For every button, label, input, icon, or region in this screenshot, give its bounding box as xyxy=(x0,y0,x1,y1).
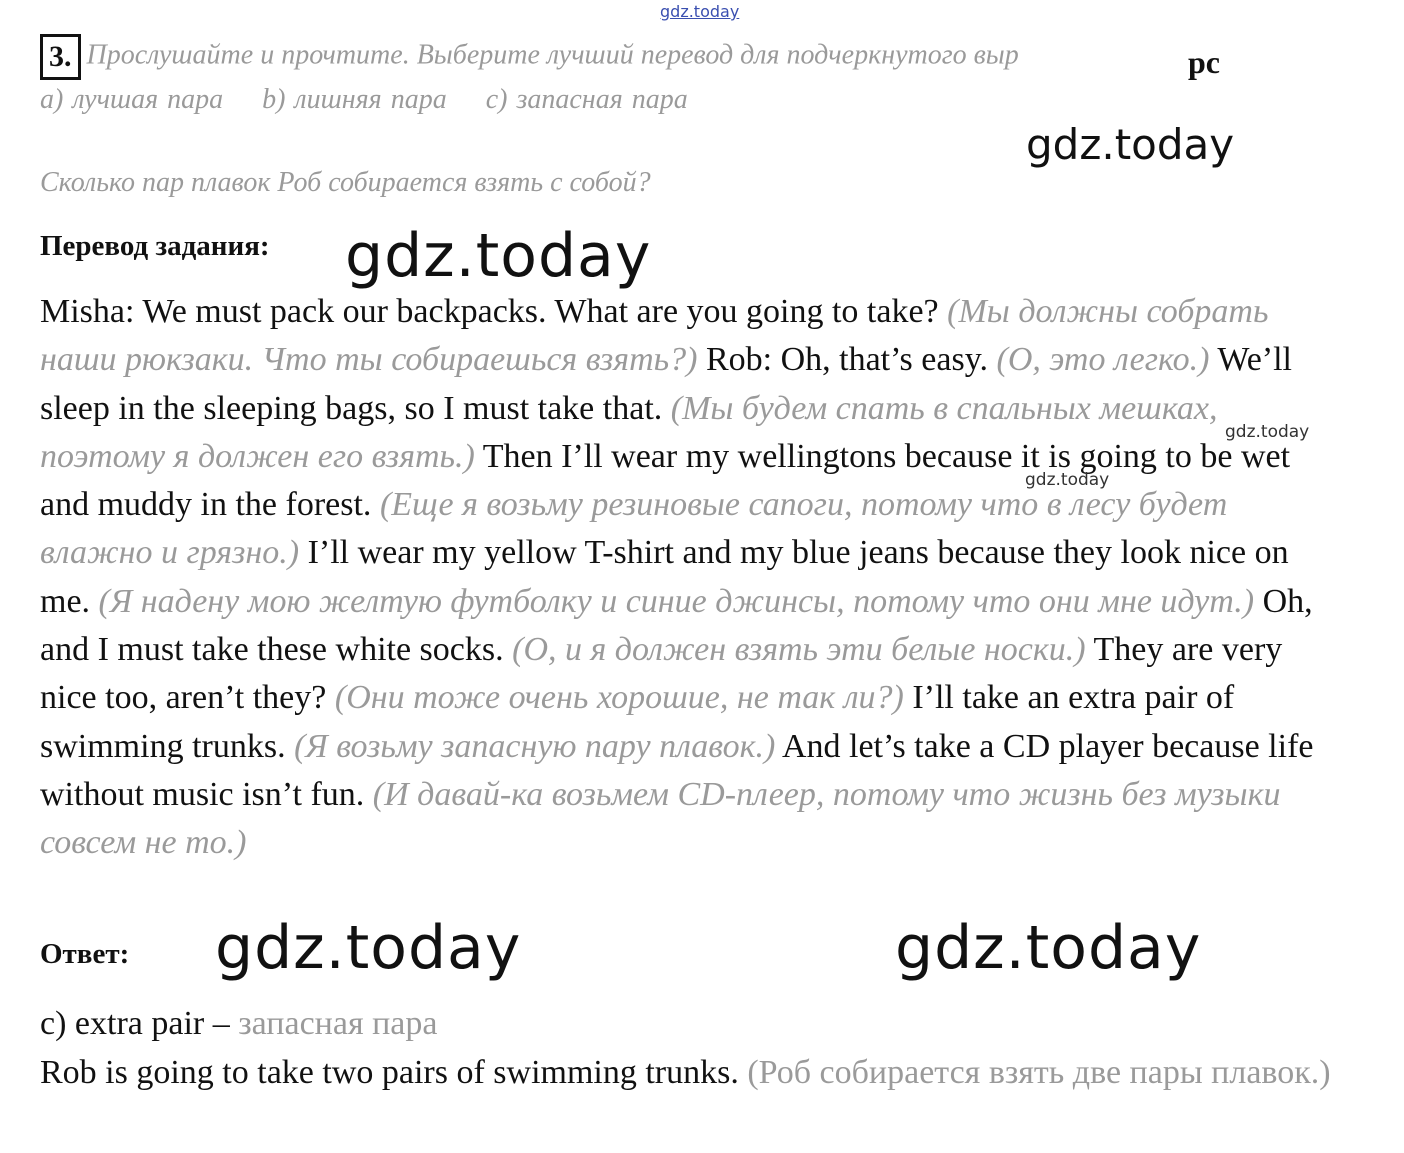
translation-text xyxy=(40,288,1340,868)
segment-en: Oh, and I must take these white socks. xyxy=(40,582,1313,669)
answer-line-1 xyxy=(40,1000,1340,1049)
task-instruction xyxy=(40,34,1019,80)
task-number: 3. xyxy=(40,34,81,80)
cut-off-text: рс xyxy=(1188,44,1220,80)
segment-ru: (О, и я должен взять эти белые носки.) xyxy=(512,631,1086,669)
segment-en: Then I’ll wear my wellingtons because it is going to be wet and muddy in the forest. xyxy=(40,437,1291,524)
option-b: b) лишняя пара xyxy=(262,84,447,115)
segment-ru: (Я надену мою желтую футболку и синие джинсы, потому что они мне идут.) xyxy=(98,582,1255,620)
answer-options xyxy=(40,84,718,116)
answer-line-2 xyxy=(40,1049,1340,1098)
option-a: a) лучшая пара xyxy=(40,84,224,115)
segment-ru: (Еще я возьму резиновые сапоги, потому что в лесу будет влажно и грязно.) xyxy=(40,486,1228,572)
segment-ru: (О, это легко.) xyxy=(996,341,1210,379)
task-question: Сколько пар плавок Роб собирается взять с собой? xyxy=(40,167,651,198)
watermark-answer-left: gdz.today xyxy=(215,913,522,983)
watermark-top-link[interactable]: gdz.today xyxy=(660,2,740,21)
answer-heading: Ответ: xyxy=(40,938,130,970)
watermark-small-1: gdz.today xyxy=(1225,422,1310,442)
segment-en: I’ll take an extra pair of swimming trunks. xyxy=(40,679,1235,765)
segment-ru: (Мы будем спать в спальных мешках, поэтому я должен его взять.) xyxy=(40,389,1218,475)
answer-line-2-ru: (Роб собирается взять две пары плавок.) xyxy=(747,1053,1331,1091)
segment-ru: (Они тоже очень хорошие, не так ли?) xyxy=(334,679,904,717)
segment-en: They are very nice too, aren’t they? xyxy=(40,631,1283,717)
segment-en: Misha: We must pack our backpacks. What are you going to take? xyxy=(40,293,939,330)
watermark-answer-right: gdz.today xyxy=(895,913,1202,983)
segment-en: We’ll sleep in the sleeping bags, so I must take that. xyxy=(40,341,1293,427)
segment-en: And let’s take a CD player because life without music isn’t fun. xyxy=(40,727,1314,813)
watermark-right-header: gdz.today xyxy=(1026,120,1235,169)
segment-en: I’ll wear my yellow T-shirt and my blue jeans because they look nice on me. xyxy=(40,534,1289,620)
task-instruction-text: Прослушайте и прочтите. Выберите лучший перевод для подчеркнутого выр xyxy=(86,39,1019,71)
translation-heading: Перевод задания: xyxy=(40,230,270,262)
option-c: c) запасная пара xyxy=(485,84,688,115)
answer-line-1-ru: запасная пара xyxy=(238,1005,438,1042)
watermark-title: gdz.today xyxy=(345,221,652,291)
answer-line-2-en: Rob is going to take two pairs of swimming trunks. xyxy=(40,1053,739,1091)
segment-ru: (И давай-ка возьмем CD-плеер, потому что жизнь без музыки совсем не то.) xyxy=(40,775,1281,862)
answer-line-1-en: c) extra pair – xyxy=(40,1005,230,1042)
segment-ru: (Я возьму запасную пару плавок.) xyxy=(294,727,776,765)
segment-en: Rob: Oh, that’s easy. xyxy=(705,341,988,379)
answer-text xyxy=(40,1000,1340,1097)
segment-ru: (Мы должны собрать наши рюкзаки. Что ты собираешься взять?) xyxy=(40,293,1269,379)
watermark-small-2: gdz.today xyxy=(1025,470,1110,490)
